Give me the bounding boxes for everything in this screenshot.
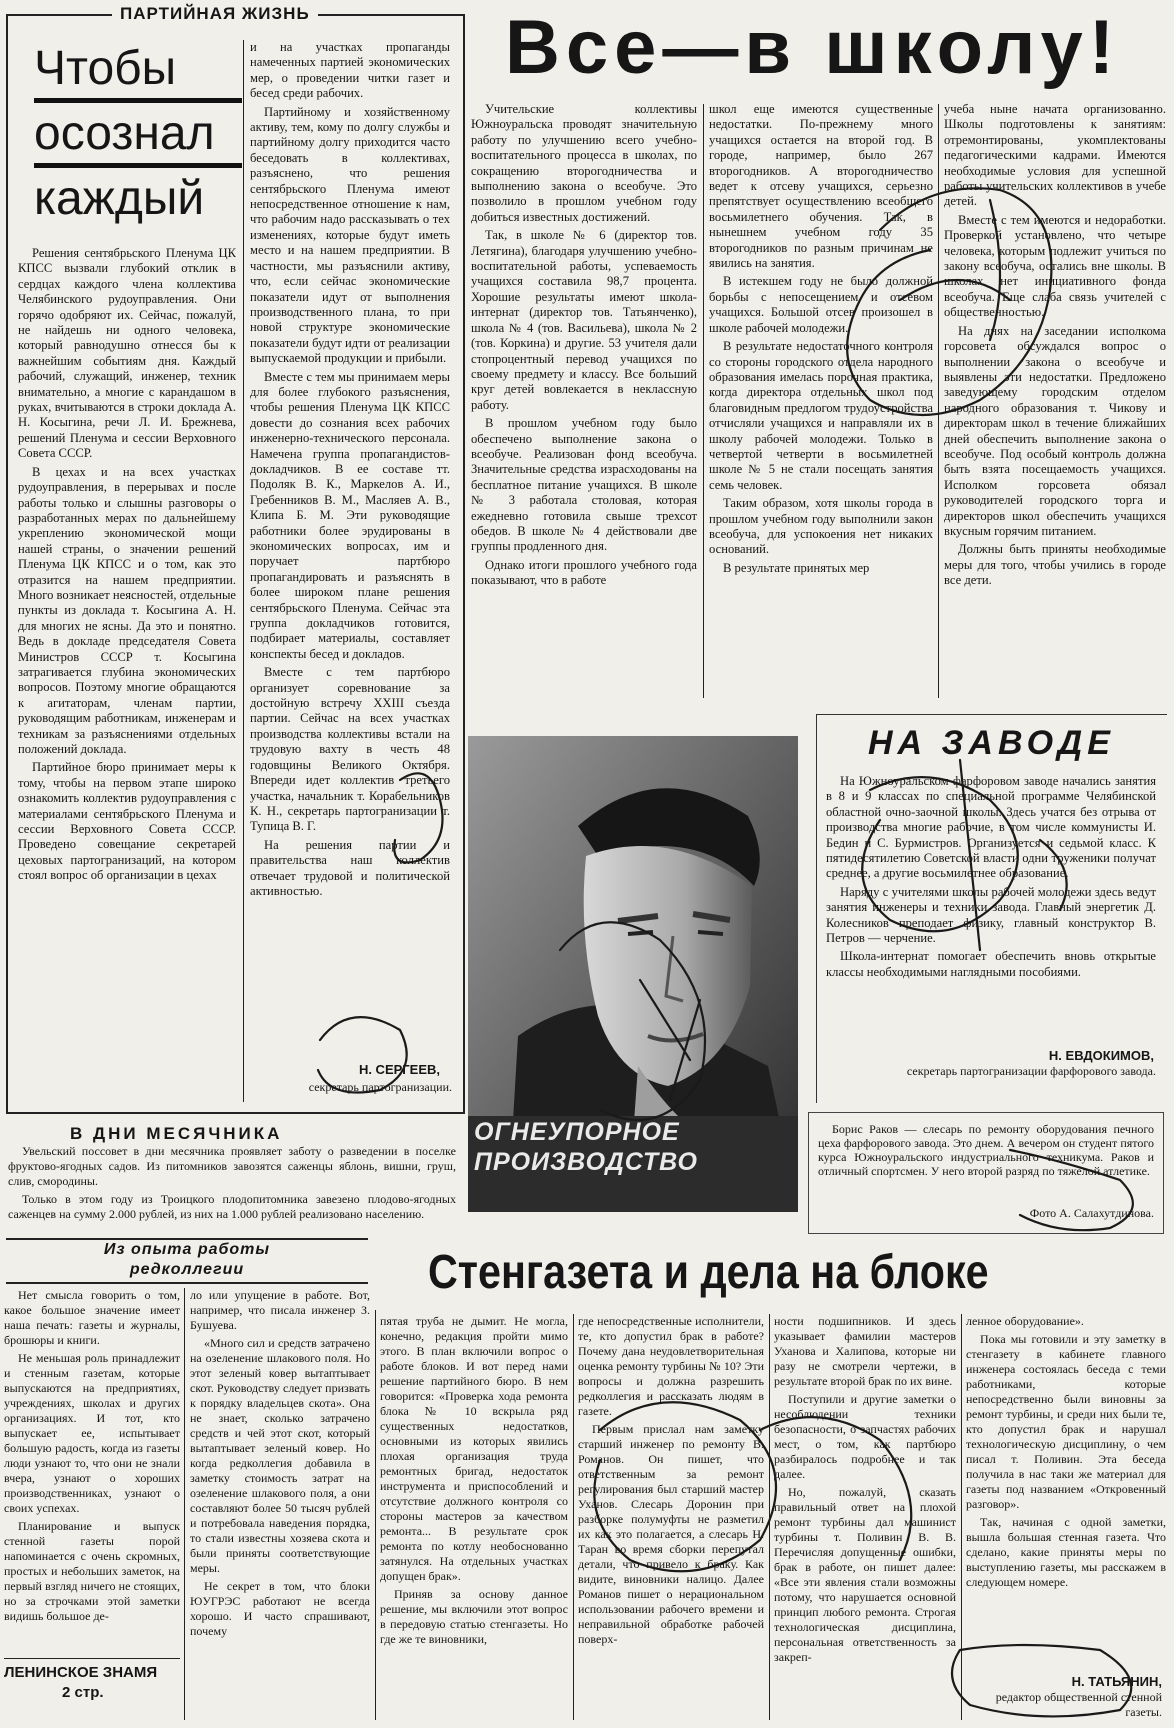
stengazeta-col5 [774, 1314, 956, 1720]
paragraph: В прошлом учебном году было обеспечено выполнение закона о всеобуче. Реализован фонд всеобуча. Значительные средства израсходованы на бесплатное питание учащихся. В школе № 3 работала столовая, которая ежедневно готовила свыше трехсот обедов. В школе № 4 действовали две группы продленного дня. [471, 416, 697, 554]
stengazeta-col6 [966, 1314, 1166, 1668]
paragraph: Наряду с учителями школы рабочей молодежи здесь ведут занятия инженеры и техники завода. Главный энергетик Д. Колесников преподает физику, главный конструктор В. Петров — черчение. [826, 884, 1156, 946]
paragraph: где непосредственные исполнители, те, кто допустил брак в работе? Почему дана неудовлетворительная оценка ремонту турбины № 10? Эти вопросы и должна разрешить редколлегия и рассказать людям в газете. [578, 1314, 764, 1418]
paragraph: Планирование и выпуск стенной газеты порой напоминается с очень скромных, простых и небольших заметок, на первый взгляд ничего не стоящих, но за строчками этой заметки видишь большое де- [4, 1519, 180, 1623]
paragraph: В результате недостаточного контроля со стороны городского отдела народного образования имелась порочная практика, когда директора отдельных школ под благовидным предлогом трудоустройства отчисляли учащихся и направляли их в школу рабочей молодежи. Только в четвертой четверти в восьмилетней школе № 5 не стали посещать занятия семь человек. [709, 339, 933, 492]
paragraph: ленное оборудование». [966, 1314, 1084, 1328]
paragraph: На решения партии и правительства наш коллектив отвечает трудовой и политической активностью. [250, 837, 450, 898]
zavod-signature-role: секретарь партогранизации фарфорового завода. [906, 1064, 1156, 1078]
left-headline-line: каждый [34, 172, 205, 225]
paragraph: На днях на заседании исполкома горсовета обсуждался вопрос о выполнении закона о всеобуче и выявлены эти недостатки. Предложено заведующему городским отделом народного образования т. Чикову и директорам школ в течение ближайших дней обеспечить выполнение закона о всеобуче. Под особый контроль должна быть взята посещаемость учащихся. Исполком горсовета обязал руководителей городского торга и директоров школ обеспечить учащихся вкусным горячим питанием. [944, 323, 1166, 538]
paragraph: «Много сил и средств затрачено на озеленение шлакового поля. Но этот зеленый ковер вытаптывает скот. Руководству следует призвать к порядку владельцев скота». Она не знает, сколько затрачено средств и чей этот скот, который вытаптывает зеленый ковер. Но когда редколлегия добавила в заметку стоимость затрат на озеленение шлакового поля, а они составляют более 50 тысяч рублей и потребовала наведения порядка, то стали известны хозяева скота и были приняты соответствующие меры. [190, 1336, 370, 1575]
zavod-body [826, 774, 1156, 1036]
paragraph: Решения сентябрьского Пленума ЦК КПСС вызвали глубокий отклик в сердцах каждого члена коллектива Челябинского рудоуправления. Они горячо одобряют их. Сейчас, пожалуй, не найдешь ни одного человека, который равнодушно отнесся бы к важнейшим событиям дня. Каждый рабочий, служащий, инженер, техник внимательно, а многие с карандашом в руках, вчитываются в строки доклада А. Н. Косыгина, речи Л. И. Брежнева, решений Пленума и сессии Верховного Совета СССР. [18, 246, 236, 461]
mesyachnik-body [8, 1144, 456, 1234]
paragraph: ности подшипников. И здесь указывает фамилии мастеров Уханова и Халипова, которые ни разу не смотрели чертежи, в результате второй брак по их вине. [774, 1314, 956, 1388]
paragraph: Учительские коллективы Южноуральска проводят значительную работу по улучшению всего учебно-воспитательного процесса в школах, по сокращению второгодничества и выполнению закона о всеобуче. Это позволило в прошлом учебном году добиться известных достижений. [471, 102, 697, 224]
zavod-headline: НА ЗАВОДЕ [868, 724, 1115, 762]
paragraph: Однако итоги прошлого учебного года показывают, что в работе [471, 557, 697, 588]
stengazeta-col4 [578, 1314, 764, 1720]
stengazeta-col3 [380, 1314, 568, 1720]
paragraph: Должны быть приняты необходимые меры для того, чтобы учились в городе все дети. [944, 542, 1166, 588]
paragraph: Вместе с тем мы принимаем меры для более глубокого разъяснения, чтобы решения Пленума ЦК КПСС довести до сознания всех рабочих инженерно-технического персонала. Намечена группа пропагандистов-докладчиков. В ее составе тт. Подоляк В. К., Маркелов А. И., Гребенников В. М., Масляев А. В., Клипа Б. М. Эти руководящие работники более эрудированы в экономических вопросах, им и поручает партбюро пропагандировать и разъяснять в более широком плане решения сентябрьского Пленума. Сейчас эта группа докладчиков готовится, подбирает материалы, составляет конспекты бесед и докладов. [250, 369, 450, 661]
paragraph: Партийное бюро принимает меры к тому, чтобы на первом этапе широко ознакомить коллектив рудоуправления с материалами сентябрьского Пленума и сессии Верховного Совета СССР. Проведено совещание секретарей цеховых партогранизаций, на котором стоял вопрос об организации в цехах [18, 760, 236, 883]
stengazeta-col1 [4, 1288, 180, 1652]
paragraph: Вместе с тем имеются и недоработки. Проверкой установлено, что четыре человека, которым подлежит учиться по закону всеобуча, остались вне школы. В школах нет инициативного фонда всеобуча. Еще слаба связь учителей с общественностью. [944, 212, 1166, 320]
paragraph: Школа-интернат помогает обеспечить вновь открытые классы необходимыми наглядными пособиями. [826, 949, 1156, 979]
school-col3 [944, 102, 1166, 700]
paragraph: Не секрет в том, что блоки ЮУГРЭС работают не всегда хорошо. И часто спрашивают, почему [190, 1579, 370, 1638]
left-headline-line: осознал [34, 107, 215, 160]
left-headline-line: Чтобы [34, 42, 177, 95]
stengazeta-signature-role: редактор общественной стенной газеты. [995, 1690, 1162, 1719]
left-signature: Н. СЕРГЕЕВ, [358, 1062, 440, 1077]
paragraph: Увельский поссовет в дни месячника проявляет заботу о разведении в поселке фруктово-ягодных садов. Из питомников завозятся саженцы яблонь, вишни, груш, слив, смородины. [8, 1144, 456, 1188]
paragraph: В цехах и на всех участках рудоуправления, в перерывах и после работы только и слышны разговоры о разработанных мерах по дальнейшему укреплению экономической мощи нашей страны, о значении решений Пленума ЦК КПСС и о том, как это отразится на нашем предприятии. Много возникает неясностей, отдельные пункты из доклада т. Косыгина А. Н. для многих не ясны. Да это и понятно. Ведь в докладе председателя Совета Министров СССР т. Косыгина затрагивается глубина экономических вопросов. Поэтому многие обращаются к агитаторам, членам партии, руководящим работникам, инженерам и техникам за разъяснениями отдельных положений доклада. [18, 464, 236, 756]
paragraph: Приняв за основу данное решение, мы включили этот вопрос в передовую статью стенгазеты. Но где же те виновники, [380, 1587, 568, 1646]
paragraph: Вместе с тем партбюро организует соревнование за достойную встречу XXIII съезда партии. Сейчас на всех участках производства коллективы встали на трудовую вахту в честь 48 годовщины Великого Октября. Впереди идет коллектив третьего участка, начальник т. Корабельников К. Н., секретарь партогранизации т. Тупица В. Г. [250, 665, 450, 834]
school-headline: Все—в школу! [505, 5, 1121, 90]
left-signature-role: секретарь партогранизации. [308, 1080, 452, 1094]
stengazeta-rubric-line2: редколлегии [129, 1261, 245, 1278]
paragraph: В истекшем году не было должной борьбы с непосещением и отсевом учащихся. Большой отсев произошел в школе рабочей молодежи. [709, 274, 933, 335]
party-life-rubric: ПАРТИЙНАЯ ЖИЗНЬ [112, 4, 318, 24]
stengazeta-col2 [190, 1288, 370, 1720]
paragraph: Но, пожалуй, сказать правильный ответ на плохой ремонт турбины дал машинист турбины т. Поливин В. В. Перечисляя допущенные ошибки, брак в работе, он пишет далее: «Все эти явления стали возможны потому, что нарушается основной принцип любого ремонта. Строгая технологическая дисциплина, персональная ответственность за закреп- [774, 1485, 956, 1664]
paragraph: школ еще имеются существенные недостатки. По-прежнему много учащихся остается на второй год. В городе, например, было 267 второгодников. А второгодничество ведет к отсеву учащихся, серьезно препятствует осуществлению всеобщего восьмилетнего обучения. Так, в нынешнем учебном году 35 второгодников по разным причинам не явились на занятия. [709, 102, 933, 271]
paragraph: и на участках пропаганды намеченных партией экономических мер, о проведении читки газет и бесед среди рабочих. [250, 40, 450, 101]
stengazeta-rubric [6, 1238, 368, 1284]
stengazeta-rubric-line1: Из опыта работы [103, 1241, 271, 1258]
book-title-line1: ОГНЕУПОРНОЕ [474, 1118, 680, 1146]
school-col1 [471, 102, 697, 700]
paragraph: Не меньшая роль принадлежит и стенным газетам, которые выпускаются на предприятиях, учреждениях, школах и других организациях. И тот, кто выпускает ее, испытывает большую радость, когда из газеты люди узнают то, что они не знали вчера, узнают о хороших производственниках, узнают о своих успехах. [4, 1351, 180, 1515]
footer-paper-name: ЛЕНИНСКОЕ ЗНАМЯ [4, 1664, 158, 1681]
left-headline [34, 42, 242, 226]
paragraph: Нет смысла говорить о том, какое большое значение имеет наша печать: газеты и журналы, брошюры и книги. [4, 1288, 180, 1347]
zavod-signature: Н. ЕВДОКИМОВ, [1048, 1048, 1154, 1063]
school-col2 [709, 102, 933, 700]
left-article-col1 [18, 246, 236, 1100]
paragraph: Партийному и хозяйственному активу, тем, кому по долгу службы и партийному долгу приходится часто беседовать в коллективах, разъяснено, что решения сентябрьского Пленума имеют непосредственное отношение к нам, что рабочим надо рассказывать о тех изменениях, которые будут иметь место и на нашем предприятии. В частности, мы разъяснили активу, что, если сейчас экономические показатели идут от выполнения производственного плана, то при новой структуре экономические показатели будут идти от реализации выпускаемой продукции и прибыли. [250, 104, 450, 366]
paragraph: На Южноуральском фарфоровом заводе начались занятия в 8 и 9 классах по специальной программе Челябинской областной очно-заочной школы. Здесь учатся без отрыва от производства многие рабочие, в том числе коммунисты И. Бедин и С. Бурмистров. Организуется и седьмой класс. К пятидесятилетию Советской власти одни труженики получат среднее, а другие восьмилетнее образование. [826, 774, 1156, 881]
left-article-col2 [250, 40, 450, 1060]
paragraph: пятая труба не дымит. Не могла, конечно, редакция пройти мимо этого. В план включили вопрос о работе блоков. И вот перед нами решение партийного бюро. В нем говорится: «Проверка хода ремонта блока № 10 вскрыла ряд существенных недостатков, основными из которых явились плохая организация труда ремонтных бригад, недостаток инструмента и приспособлений и отсутствие должного контроля со стороны мастеров за качеством ремонта... В результате срок ремонта по котлу необоснованно затянулся. На отдельных участках допущен брак». [380, 1314, 568, 1583]
stengazeta-headline: Стенгазета и дела на блоке [428, 1246, 989, 1299]
book-title-line2: ПРОИЗВОДСТВО [474, 1148, 698, 1176]
paragraph: Только в этом году из Троицкого плодопитомника завезено плодово-ягодных саженцев на сумму 2.000 рублей, из них на 1.000 рублей реализовано населению. [8, 1192, 456, 1221]
paragraph: учеба ныне начата организованно. Школы подготовлены к занятиям: отремонтированы, укомплектованы педагогическими кадрами. Имеются необходимые условия для успешной работы учительских коллективов в учебе детей. [944, 102, 1166, 209]
portrait-photo [468, 736, 798, 1212]
paragraph: Первым прислал нам заметку старший инженер по ремонту В. Романов. Он пишет, что ответственным за ремонт регулирования был старший мастер Уханов. Слесарь Доронин при разборке полумуфты не разметил их как это полагается, а слесарь Н. Таран во время сборки перепутал детали, что привело к браку. Как видите, виновники налицо. Далее Романов пишет о нерациональном использовании рабочего времени и неправильной обработке рабочей поверх- [578, 1422, 764, 1646]
photo-caption [818, 1122, 1154, 1181]
paragraph: Таким образом, хотя школы города в прошлом учебном году выполнили закон всеобуча, для успокоения нет никаких оснований. [709, 496, 933, 557]
footer-page: 2 стр. [62, 1684, 104, 1701]
paragraph: Так, в школе № 6 (директор тов. Летягина), благодаря улучшению учебно-воспитательной работы, успеваемость учащихся составила 98,7 процента. Хорошие результаты имеют школа-интернат (директор тов. Татьянченко), школа № 4 (тов. Васильева), школа № 2 (тов. Коркина) и другие. 53 учителя дали стопроцентный перевод учащихся по своему предмету и классу. Все больший круг детей вовлекается в неклассную работу. [471, 228, 697, 412]
stengazeta-signature: Н. ТАТЬЯНИН, [1071, 1674, 1162, 1689]
mesyachnik-headline: В ДНИ МЕСЯЧНИКА [70, 1124, 283, 1143]
paragraph: Так, начиная с одной заметки, вышла большая стенная газета. Что сделано, какие приняты меры по выступлению газеты, мы расскажем в следующем номере. [966, 1515, 1166, 1589]
paragraph: Поступили и другие заметки о несоблюдении техники безопасности, о запчастях рабочих мест, о том, как партбюро разбиралось подробнее и так далее. [774, 1392, 956, 1481]
paragraph: В результате принятых мер [723, 560, 870, 575]
paragraph: Пока мы готовили и эту заметку в стенгазету в кабинете главного инженера состоялась беседа с теми работниками, которые непосредственно были виновны за ремонт турбины, и среди них были те, кто допустил брак и нарушал технологическую дисциплину, о чем писал т. Поливин. Эта беседа получила в нас таки же материал для газеты под названием «Откровенный разговор». [966, 1332, 1166, 1511]
paragraph: Борис Раков — слесарь по ремонту оборудования печного цеха фарфорового завода. Это днем. А вечером он студент пятого курса Южноуральского индустриального техникума. Раков и отличный спортсмен. У него второй разряд по тяжелой атлетике. [818, 1122, 1154, 1178]
paragraph: ло или упущение в работе. Вот, например, что писала инженер З. Бушуева. [190, 1288, 370, 1332]
photo-credit: Фото А. Салахутдинова. [1029, 1206, 1154, 1220]
